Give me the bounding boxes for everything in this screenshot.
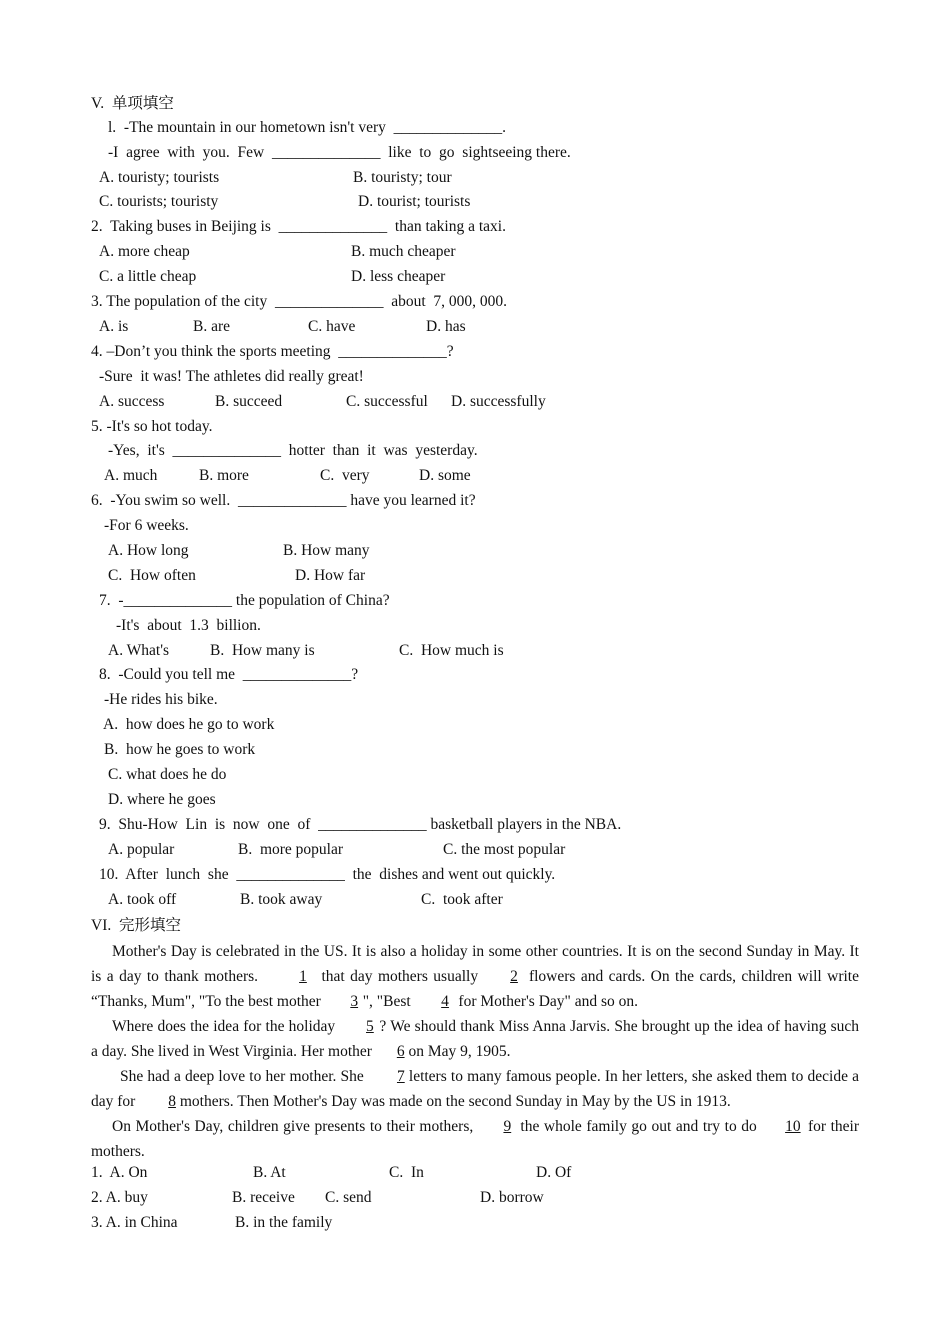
answer-option: D. How far: [295, 567, 366, 584]
answer-option: B. receive: [232, 1189, 295, 1206]
answer-option: A. took off: [108, 891, 177, 908]
question-line: -Yes, it's ______________ hotter than it was yesterday.: [108, 442, 478, 459]
question-stem: 9. Shu-How Lin is now one of ______________ basketball players in the NBA.: [99, 816, 622, 833]
answer-option: C. send: [325, 1189, 372, 1206]
cloze-blank: 9: [503, 1118, 512, 1135]
passage-text: letters to many famous people. In her letters, she asked them to decide a day for: [91, 1068, 859, 1110]
answer-option: B. are: [193, 318, 231, 335]
passage-text: ? We should thank Miss Anna Jarvis. She brought up the idea of having such a day. She lived in West Virginia. Her mother: [91, 1018, 860, 1060]
answer-option: A. is: [99, 318, 129, 335]
answer-option: A. more cheap: [99, 243, 190, 260]
answer-option: A. how does he go to work: [103, 716, 275, 733]
passage-text: On Mother's Day, children give presents to their mothers,: [112, 1118, 478, 1135]
answer-option: B. How many: [283, 542, 370, 559]
question-stem: 3. The population of the city ______________ about 7, 000, 000.: [91, 293, 508, 310]
passage-paragraph: [91, 1064, 859, 1114]
answer-option: C. very: [320, 467, 370, 484]
question-stem: 7. -______________ the population of China?: [99, 592, 390, 609]
question-line: -It's about 1.3 billion.: [116, 617, 261, 634]
answer-option: B. How many is: [210, 642, 315, 659]
passage-paragraph: [91, 1014, 859, 1064]
answer-option: C. successful: [346, 393, 428, 410]
passage-text: for their mothers.: [91, 1118, 859, 1160]
answer-option: D. less cheaper: [351, 268, 446, 285]
passage-text: that day mothers usually: [321, 968, 484, 985]
question-line: -I agree with you. Few ______________ like to go sightseeing there.: [108, 144, 571, 161]
answer-option: D. successfully: [451, 393, 546, 410]
answer-option: C. In: [389, 1164, 424, 1181]
answer-option: 2. A. buy: [91, 1189, 148, 1206]
passage-text: the whole family go out and try to do: [515, 1118, 762, 1135]
section-heading: V. 单项填空: [91, 95, 174, 112]
answer-option: B. more popular: [238, 841, 344, 858]
question-stem: 4. –Don’t you think the sports meeting ______________?: [91, 343, 454, 360]
answer-option: D. Of: [536, 1164, 572, 1181]
answer-option: B. more: [199, 467, 249, 484]
cloze-blank: 2: [510, 968, 518, 985]
passage-text: for Mother's Day" and so on.: [454, 993, 639, 1010]
cloze-blank: 7: [396, 1068, 405, 1085]
passage-paragraph: [91, 1114, 859, 1164]
question-line: -For 6 weeks.: [104, 517, 189, 534]
answer-option: C. have: [308, 318, 356, 335]
answer-option: D. borrow: [480, 1189, 544, 1206]
passage-text: ", "Best: [362, 993, 415, 1010]
answer-option: B. touristy; tour: [353, 169, 452, 186]
answer-option: B. much cheaper: [351, 243, 456, 260]
cloze-blank: 1: [299, 968, 307, 985]
question-line: -He rides his bike.: [104, 691, 218, 708]
answer-option: D. some: [419, 467, 471, 484]
answer-option: C. How often: [108, 567, 196, 584]
cloze-blank: 5: [366, 1018, 374, 1035]
answer-option: 1. A. On: [91, 1164, 148, 1181]
answer-option: C. How much is: [399, 642, 504, 659]
answer-option: D. where he goes: [108, 791, 216, 808]
passage-text: Where does the idea for the holiday: [112, 1018, 340, 1035]
answer-option: A. much: [104, 467, 158, 484]
cloze-blank: 4: [441, 993, 449, 1010]
answer-option: A. touristy; tourists: [99, 169, 220, 186]
answer-option: B. in the family: [235, 1214, 333, 1231]
question-stem: 2. Taking buses in Beijing is ______________ than taking a taxi.: [91, 218, 506, 235]
answer-option: A. How long: [108, 542, 189, 559]
question-line: -Sure it was! The athletes did really great!: [99, 368, 364, 385]
answer-option: C. took after: [421, 891, 503, 908]
question-stem: 10. After lunch she ______________ the dishes and went out quickly.: [99, 866, 556, 883]
question-stem: 6. -You swim so well. ______________ have you learned it?: [91, 492, 476, 509]
question-stem: 8. -Could you tell me ______________?: [99, 666, 359, 683]
answer-option: D. tourist; tourists: [358, 193, 471, 210]
answer-option: C. what does he do: [108, 766, 227, 783]
answer-option: C. a little cheap: [99, 268, 197, 285]
passage-text: on May 9, 1905.: [404, 1043, 511, 1060]
answer-option: B. how he goes to work: [104, 741, 256, 758]
passage-text: flowers and cards. On the cards, children will write “Thanks, Mum", "To the best mother: [91, 968, 859, 1010]
answer-option: C. the most popular: [443, 841, 566, 858]
passage-text: mothers. Then Mother's Day was made on the second Sunday in May by the US in 1913.: [175, 1093, 731, 1110]
section-heading: VI. 完形填空: [91, 917, 181, 934]
answer-option: D. has: [426, 318, 466, 335]
answer-option: 3. A. in China: [91, 1214, 178, 1231]
answer-option: A. What's: [108, 642, 170, 659]
passage-paragraph: [91, 939, 859, 1014]
answer-option: A. popular: [108, 841, 175, 858]
passage-text: Mother's Day is celebrated in the US. It is also a holiday in some other countries. It is on the second Sunday in May. It is a day to thank mothers.: [91, 943, 859, 985]
answer-option: C. tourists; touristy: [99, 193, 219, 210]
passage-text: She had a deep love to her mother. She: [120, 1068, 368, 1085]
answer-option: B. At: [253, 1164, 286, 1181]
answer-option: B. succeed: [215, 393, 283, 410]
cloze-blank: 10: [785, 1118, 801, 1135]
cloze-blank: 8: [168, 1093, 176, 1110]
answer-option: A. success: [99, 393, 165, 410]
cloze-blank: 3: [350, 993, 359, 1010]
question-stem: l. -The mountain in our hometown isn't very ______________.: [108, 119, 506, 136]
question-stem: 5. -It's so hot today.: [91, 418, 213, 435]
cloze-blank: 6: [396, 1043, 405, 1060]
answer-option: B. took away: [240, 891, 323, 908]
